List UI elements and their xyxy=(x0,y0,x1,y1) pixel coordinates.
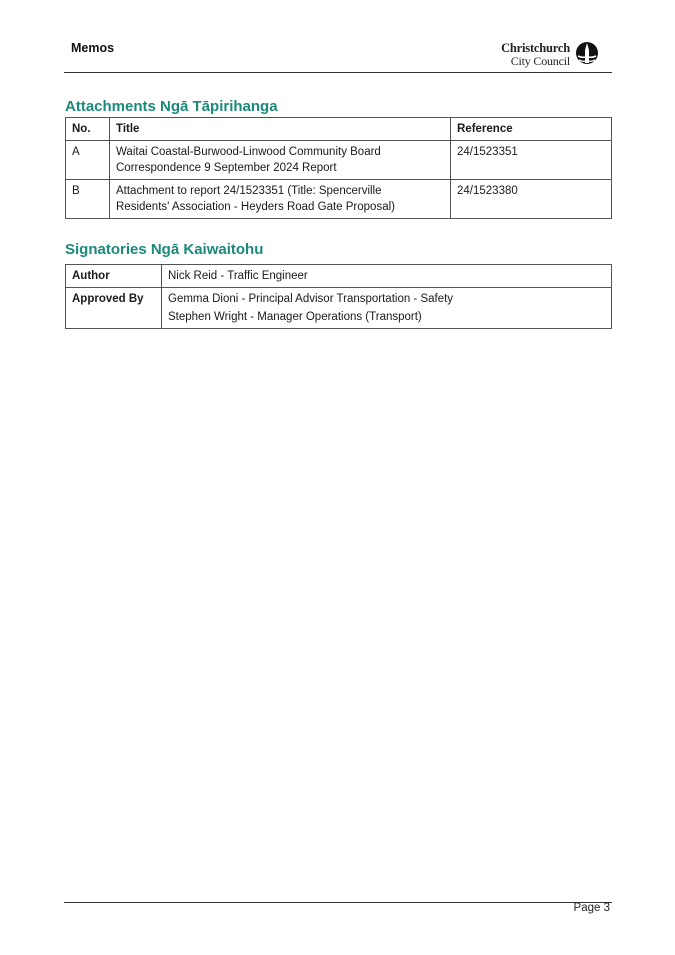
page-number: Page 3 xyxy=(573,902,610,914)
council-logo xyxy=(498,41,602,69)
signatories-heading: Signatories Ngā Kaiwaitohu xyxy=(65,241,264,258)
table-row xyxy=(66,288,612,329)
footer-divider xyxy=(64,902,612,903)
table-header-row xyxy=(66,118,612,141)
cathedral-logo-icon xyxy=(575,41,599,67)
attachment-title-line: Attachment to report 24/1523351 (Title: Spencerville xyxy=(116,185,382,197)
attachments-table xyxy=(65,117,612,219)
attachment-title-line: Residents' Association - Heyders Road Gate Proposal) xyxy=(116,201,395,213)
attachment-title-line: Waitai Coastal-Burwood-Linwood Community Board xyxy=(116,146,381,158)
attachment-reference: 24/1523380 xyxy=(451,180,612,219)
attachment-no: A xyxy=(66,141,110,180)
approved-by-value xyxy=(162,288,612,329)
column-header-no: No. xyxy=(66,118,110,141)
table-row xyxy=(66,265,612,288)
table-row xyxy=(66,180,612,219)
column-header-title: Title xyxy=(110,118,451,141)
approved-by-label: Approved By xyxy=(66,288,162,329)
attachment-no: B xyxy=(66,180,110,219)
signatories-table xyxy=(65,264,612,329)
logo-text-line2: City Council xyxy=(510,54,570,68)
approver-line: Gemma Dioni - Principal Advisor Transportation - Safety xyxy=(168,293,454,305)
section-label: Memos xyxy=(71,41,115,55)
author-label: Author xyxy=(66,265,162,288)
column-header-reference: Reference xyxy=(451,118,612,141)
attachment-title xyxy=(110,180,451,219)
header-divider xyxy=(64,72,612,73)
approver-line: Stephen Wright - Manager Operations (Transport) xyxy=(168,311,422,323)
attachment-reference: 24/1523351 xyxy=(451,141,612,180)
attachments-heading: Attachments Ngā Tāpirihanga xyxy=(65,98,278,115)
author-value: Nick Reid - Traffic Engineer xyxy=(162,265,612,288)
table-row xyxy=(66,141,612,180)
attachment-title-line: Correspondence 9 September 2024 Report xyxy=(116,162,337,174)
attachment-title xyxy=(110,141,451,180)
logo-text-line1: Christchurch xyxy=(501,41,570,55)
